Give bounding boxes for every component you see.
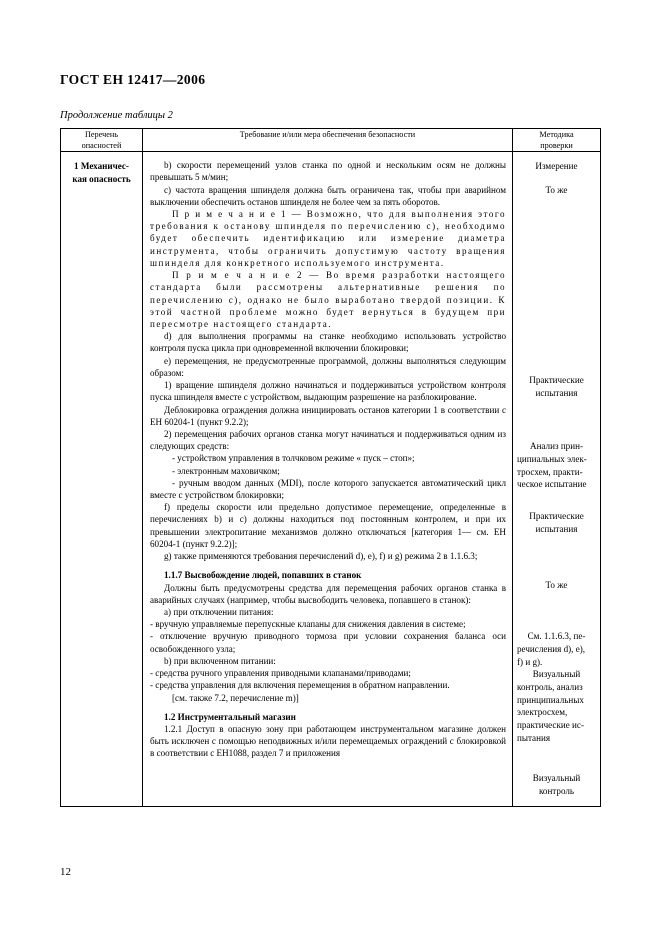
section-1-2-title: 1.2 Инструментальный магазин bbox=[164, 711, 296, 722]
method-line: Визуальный bbox=[532, 773, 581, 784]
method-line: Визуальный bbox=[532, 669, 581, 680]
method-item bbox=[513, 772, 600, 797]
method-item: То же bbox=[545, 185, 568, 196]
para-e2-item3: - ручным вводом данных (MDI), после которого запускается автоматический цикл вместе с устройством блокировки; bbox=[150, 477, 506, 501]
method-item bbox=[513, 440, 600, 491]
requirements-cell bbox=[143, 152, 513, 807]
method-line: См. 1.1.6.3, пе- bbox=[527, 631, 586, 642]
method-line: принципиальных bbox=[517, 694, 584, 705]
section-1-1-7-para-2: - вручную управляемые перепускные клапаны для снижения давления в системе; bbox=[150, 619, 466, 630]
section-1-1-7-para-5: - средства ручного управления приводными клапанами/приводами; bbox=[150, 668, 411, 679]
verification-cell bbox=[513, 152, 601, 807]
method-line: f) и g). bbox=[517, 656, 543, 667]
requirements-table bbox=[60, 128, 601, 807]
method-line: контроль bbox=[538, 785, 575, 796]
hazard-label-line2: кая опасность bbox=[72, 173, 131, 184]
header-verification bbox=[513, 129, 601, 152]
method-line: электросхем, bbox=[517, 707, 568, 718]
table-header-row bbox=[61, 129, 601, 152]
method-line: тросхем, практи- bbox=[517, 466, 583, 477]
para-e2: 2) перемещения рабочих органов станка могут начинаться и поддерживаться одним из следующих средств: bbox=[150, 428, 506, 452]
method-item: То же bbox=[545, 580, 568, 591]
section-1-1-7-para-4: b) при включенном питании: bbox=[164, 655, 276, 666]
hazard-label-line1: 1 Механичес- bbox=[74, 161, 129, 172]
method-line: речисления d), e), bbox=[517, 643, 586, 654]
header-hazards-line1: Перечень bbox=[85, 130, 118, 139]
para-e2-item2: - электронным маховичком; bbox=[172, 465, 280, 476]
section-1-1-7-para-0: Должны быть предусмотрены средства для перемещения рабочих органов станка в аварийных случаях (например, чтобы высвободить человека, попавшего в станок): bbox=[150, 582, 506, 605]
section-1-1-7-title: 1.1.7 Высвобождение людей, попавших в станок bbox=[164, 570, 362, 581]
hazard-label bbox=[61, 152, 142, 191]
method-item bbox=[513, 668, 600, 744]
table-body-row bbox=[61, 152, 601, 807]
header-hazards-line2: опасностей bbox=[81, 141, 122, 151]
note-1: П р и м е ч а н и е 1 — Возможно, что для выполнения этого требования к останову шпинделя по перечислению с), необходимо будет обеспечить идентификацию или измерение диаметра инструмента, чтобы ограничить допустимую частоту вращения шпинделя для конкретного используемого инструмента. bbox=[150, 209, 506, 268]
method-item bbox=[513, 510, 600, 535]
method-item bbox=[513, 374, 600, 399]
header-requirements: Требование и/или мера обеспечения безопасности bbox=[143, 129, 513, 152]
method-item: Измерение bbox=[535, 161, 578, 172]
section-1-1-7-para-3: - отключение вручную приводного тормоза при условии сохранения баланса оси освобожденного узла; bbox=[150, 631, 506, 654]
method-line: ципиальных элек- bbox=[517, 453, 587, 464]
note-2: П р и м е ч а н и е 2 — Во время разработки настоящего стандарта были рассмотрены альтернативные решения по перечислению с), однако не было выработано твердой позиции. К этой частной проблеме можно будет вернуться в будущем при пересмотре настоящего стандарта. bbox=[150, 270, 506, 329]
section-1-2-para-0: 1.2.1 Доступ в опасную зону при работающем инструментальном магазине должен быть исключен с помощью неподвижных и/или перемещаемых ограждений с блокировкой в соответствии с ЕН1088, раздел 7 и приложения bbox=[150, 723, 506, 759]
method-line: ческое испытание bbox=[517, 479, 587, 490]
page-number: 12 bbox=[60, 866, 71, 878]
method-line: испытания bbox=[535, 387, 578, 398]
para-g: g) также применяются требования перечислений d), e), f) и g) режима 2 в 1.1.6.3; bbox=[164, 551, 478, 562]
para-e2-item1: - устройством управления в толчковом режиме « пуск – стоп»; bbox=[172, 453, 415, 464]
para-f: f) пределы скорости или предельно допустимое перемещение, определенные в перечислениях b) и с) должны находиться под постоянным контролем, и при их превышении электропитание механизмов должно отключаться [категория 1— см. ЕН 60204-1 (пункт 9.2.2)]; bbox=[150, 502, 506, 549]
para-e: e) перемещения, не предусмотренные программой, должны выполняться следующим образом: bbox=[150, 355, 506, 378]
method-line: испытания bbox=[535, 523, 578, 534]
section-1-1-7-para-7: [см. также 7.2, перечисление m)] bbox=[172, 692, 299, 703]
header-hazards bbox=[61, 129, 143, 152]
method-line: практические ис- bbox=[517, 720, 584, 730]
standard-code-header: ГОСТ ЕН 12417—2006 bbox=[60, 72, 206, 87]
method-line: пытания bbox=[517, 732, 551, 743]
header-verification-line2: проверки bbox=[540, 141, 573, 151]
para-e1-cont: Деблокировка ограждения должна инициировать останов категории 1 в соответствии с ЕН 60204-1 (пункт 9.2.2); bbox=[150, 404, 506, 427]
hazard-cell bbox=[61, 152, 143, 807]
method-line: Практические bbox=[529, 375, 584, 386]
section-1-1-7-para-6: - средства управления для включения перемещения в обратном направлении. bbox=[150, 680, 450, 691]
method-item bbox=[513, 630, 600, 668]
para-d: d) для выполнения программы на станке необходимо использовать устройство контроля пуска цикла при одновременной включении блокировки; bbox=[150, 331, 506, 354]
header-verification-line1: Методика bbox=[539, 130, 574, 139]
verification-methods bbox=[513, 152, 600, 806]
method-line: Анализ прин- bbox=[530, 441, 583, 452]
method-line: Практические bbox=[529, 511, 584, 522]
method-line: контроль, анализ bbox=[517, 681, 583, 692]
para-c: c) частота вращения шпинделя должна быть ограничена так, чтобы при аварийном выключении обеспечить останов шпинделя не более чем за пять оборотов. bbox=[150, 184, 506, 207]
requirements-text bbox=[143, 152, 512, 768]
section-1-1-7-para-1: a) при отключении питания: bbox=[164, 607, 274, 617]
table-continuation-label: Продолжение таблицы 2 bbox=[60, 110, 173, 121]
para-b: b) скорости перемещений узлов станка по одной и нескольким осям не должны превышать 5 м/мин; bbox=[150, 160, 506, 183]
para-e1: 1) вращение шпинделя должно начинаться и поддерживаться устройством контроля пуска шпинделя вместе с устройством, выдающим разрешение на разблокирование. bbox=[150, 380, 506, 403]
